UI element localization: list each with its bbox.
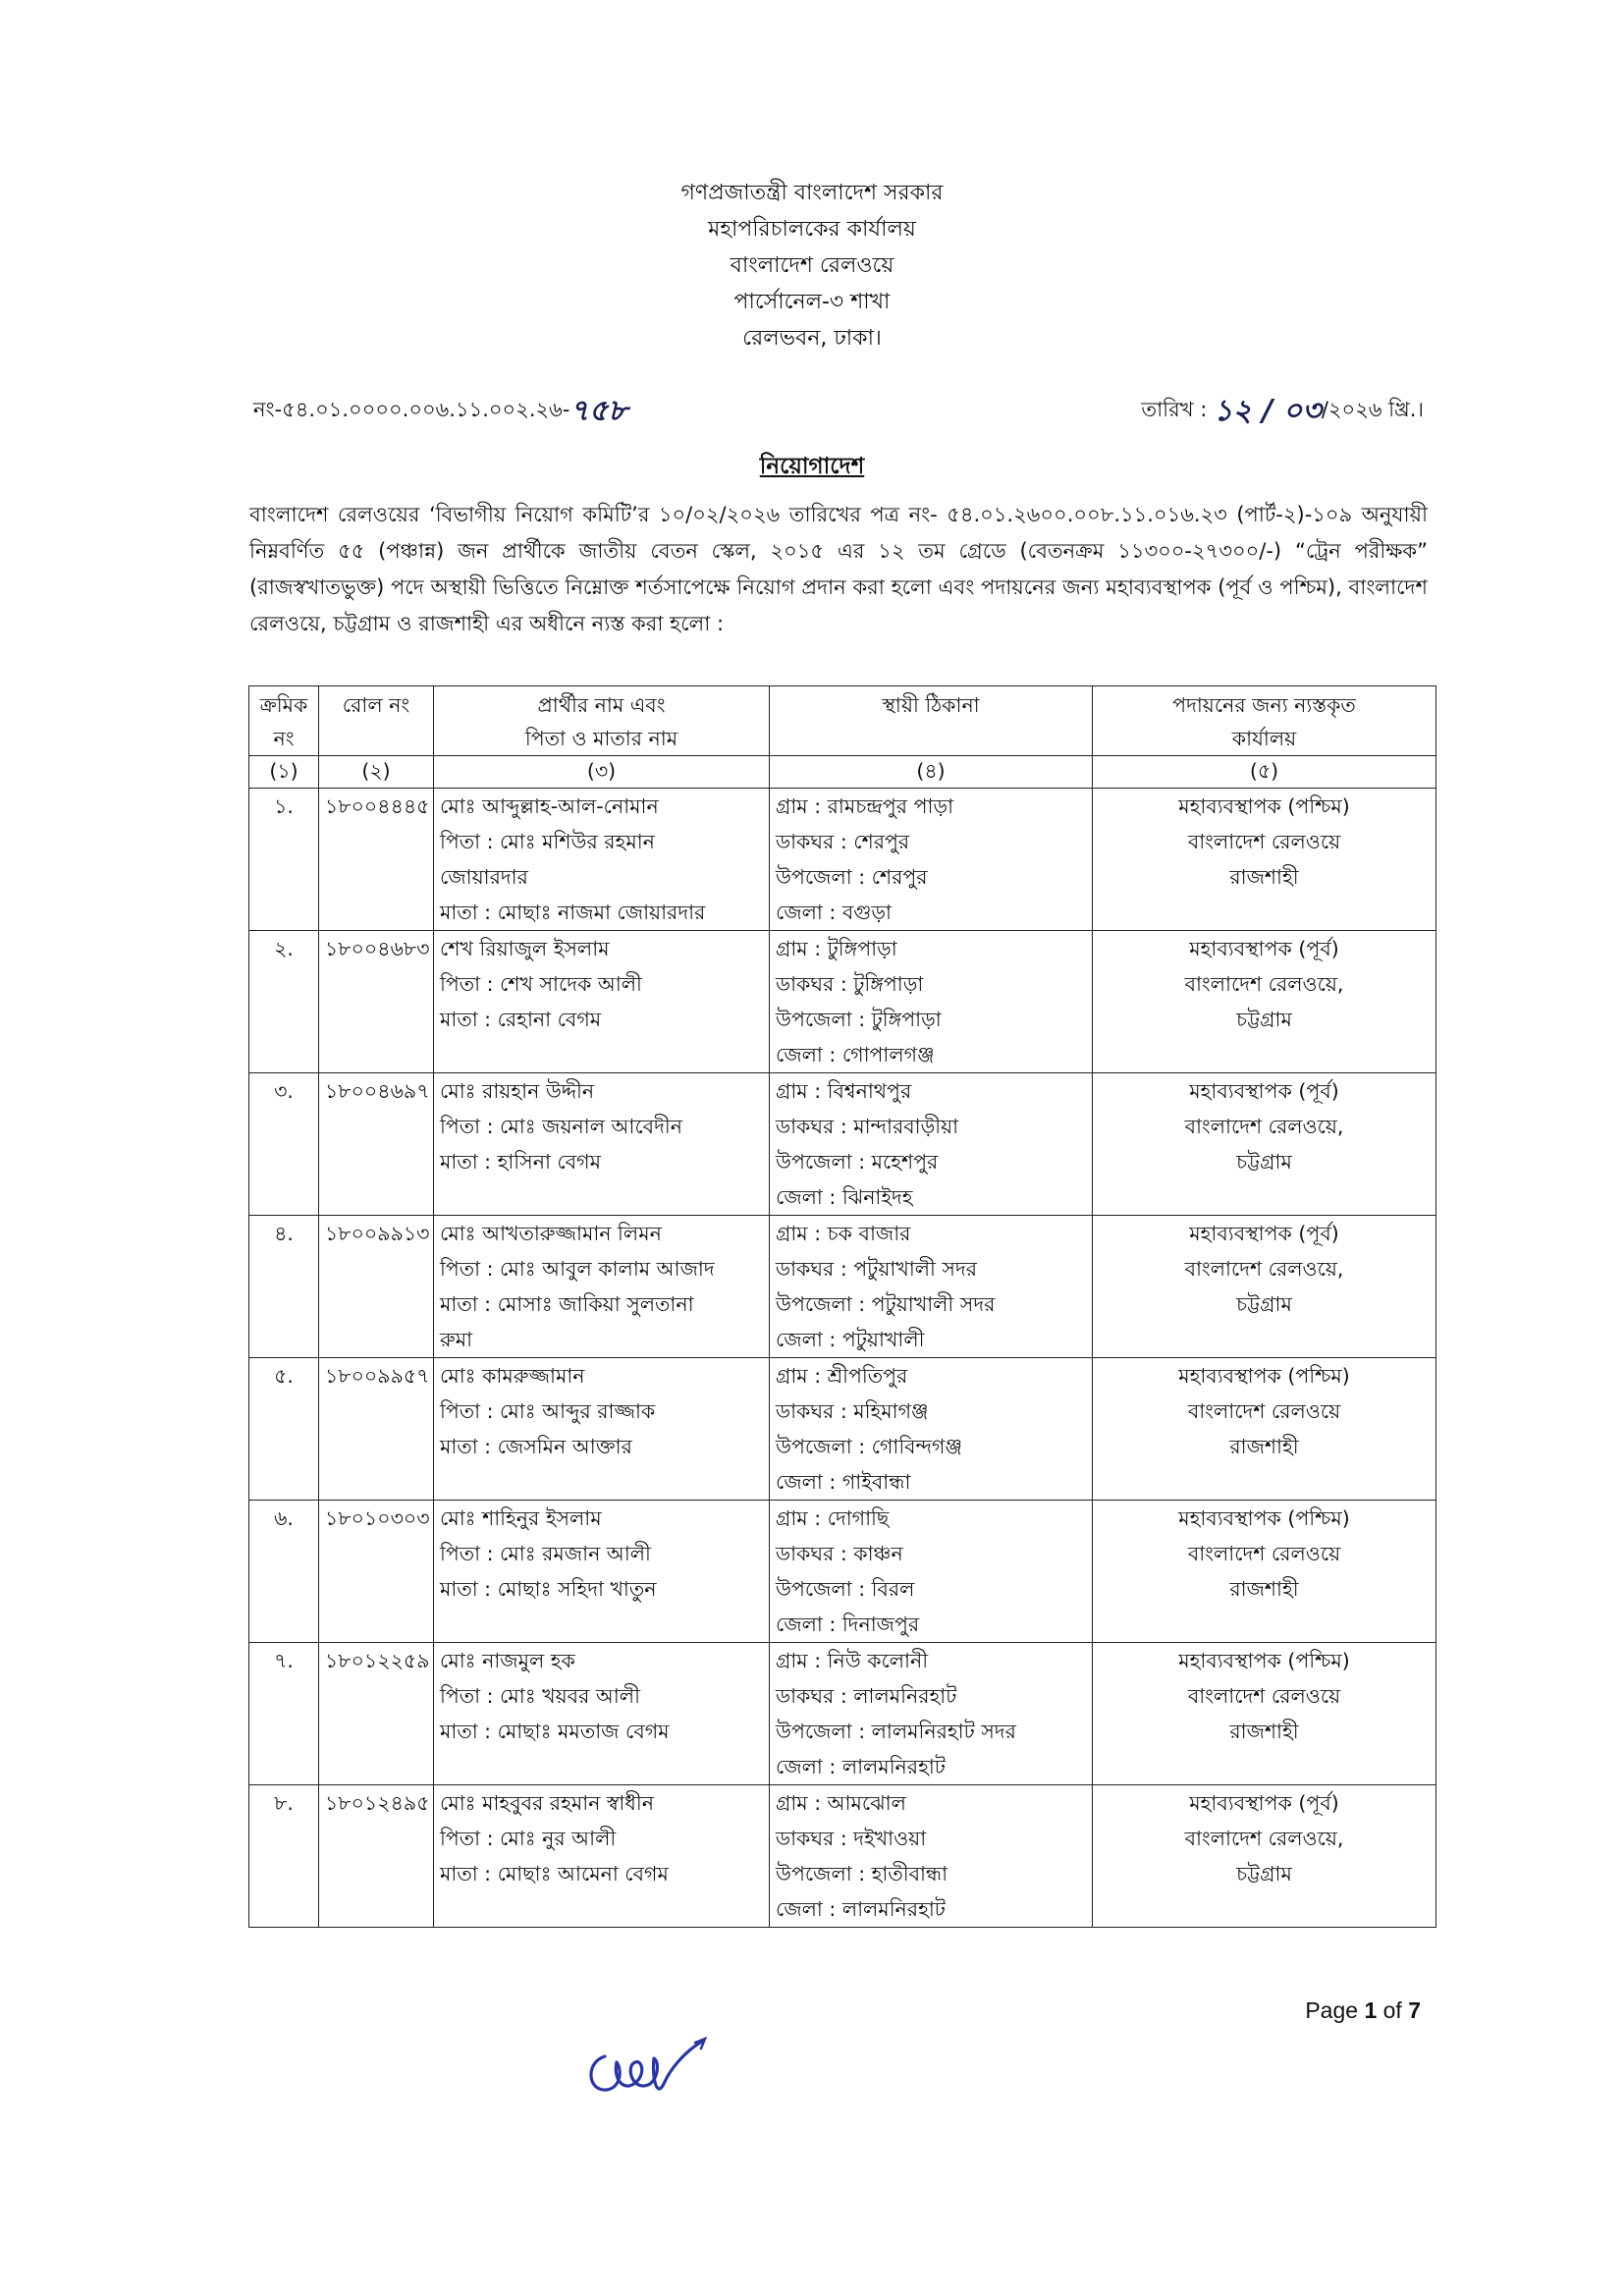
memo-date	[1141, 387, 1424, 437]
header-serial-line-2: নং	[273, 727, 295, 750]
cell-roll	[319, 1785, 434, 1928]
address-line: গ্রাম : চক বাজার	[776, 1222, 911, 1245]
serial-number: ৮.	[274, 1791, 294, 1815]
address-line: গ্রাম : নিউ কলোনী	[776, 1649, 929, 1672]
page-total: 7	[1408, 1997, 1421, 2023]
date-handwritten: ১২ / ০৩	[1213, 394, 1322, 428]
cell-roll	[319, 1073, 434, 1216]
column-number: (৩)	[434, 756, 770, 789]
header-line-office: মহাপরিচালকের কার্যালয়	[708, 217, 916, 242]
memo-number-handwritten: ৭৫৮	[569, 394, 627, 428]
name-line: মোঃ রায়হান উদ্দীন	[440, 1079, 595, 1103]
address-line: গ্রাম : আমঝোল	[776, 1791, 906, 1815]
page-current: 1	[1364, 1997, 1378, 2023]
header-roll	[319, 686, 434, 756]
name-line: পিতা : মোঃ রমজান আলী	[440, 1542, 651, 1565]
cell-serial	[249, 1501, 319, 1643]
office-line: মহাব্যবস্থাপক (পশ্চিম)	[1178, 1364, 1350, 1388]
cell-roll	[319, 1358, 434, 1501]
name-line: মাতা : মোছাঃ মমতাজ বেগম	[440, 1720, 670, 1743]
office-line: বাংলাদেশ রেলওয়ে	[1187, 1684, 1341, 1708]
cell-office	[1093, 1216, 1436, 1358]
cell-serial	[249, 789, 319, 931]
address-line: জেলা : পটুয়াখালী	[776, 1328, 925, 1351]
cell-address	[770, 1643, 1093, 1785]
serial-number: ২.	[274, 937, 294, 960]
address-line: ডাকঘর : পটুয়াখালী সদর	[776, 1257, 978, 1281]
office-line: চট্টগ্রাম	[1236, 1292, 1292, 1316]
roll-number: ১৮০১২২৫৯	[325, 1649, 430, 1672]
table-row	[249, 931, 1436, 1073]
name-line: পিতা : মোঃ আবুল কালাম আজাদ	[440, 1257, 715, 1281]
cell-serial	[249, 931, 319, 1073]
address-line: গ্রাম : রামচন্দ্রপুর পাড়া	[776, 794, 954, 818]
header-address	[770, 686, 1093, 756]
office-line: মহাব্যবস্থাপক (পূর্ব)	[1189, 1079, 1339, 1103]
name-line: মাতা : জেসমিন আক্তার	[440, 1435, 632, 1458]
office-header	[0, 175, 1624, 356]
roll-number: ১৮০০৪৬৯৭	[325, 1079, 430, 1103]
table-row	[249, 1501, 1436, 1643]
address-line: জেলা : দিনাজপুর	[776, 1613, 920, 1636]
intro-paragraph: বাংলাদেশ রেলওয়ের ‘বিভাগীয় নিয়োগ কমিটি’র ১০/০২/২০২৬ তারিখের পত্র নং- ৫৪.০১.২৬০০.০০৮.১১.০১৬.২৩ (পার্ট-২)-১০৯ অনুযায়ী নিম্নবর্ণিত ৫৫ (পঞ্চান্ন) জন প্রার্থীকে জাতীয় বেতন স্কেল, ২০১৫ এর ১২ তম গ্রেডে (বেতনক্রম ১১৩০০-২৭৩০০/-) “ট্রেন পরীক্ষক” (রাজস্বখাতভুক্ত) পদে অস্থায়ী ভিত্তিতে নিম্নোক্ত শর্তসাপেক্ষে নিয়োগ প্রদান করা হলো এবং পদায়নের জন্য মহাব্যবস্থাপক (পূর্ব ও পশ্চিম), বাংলাদেশ রেলওয়ে, চট্টগ্রাম ও রাজশাহী এর অধীনে ন্যস্ত করা হলো :	[249, 503, 1428, 635]
office-line: বাংলাদেশ রেলওয়ে,	[1184, 972, 1344, 996]
cell-office	[1093, 1785, 1436, 1928]
name-line: মাতা : মোছাঃ নাজমা জোয়ারদার	[440, 901, 706, 924]
cell-serial	[249, 1358, 319, 1501]
office-line: রাজশাহী	[1229, 1435, 1299, 1458]
cell-name	[434, 789, 770, 931]
address-line: গ্রাম : দোগাছি	[776, 1506, 890, 1530]
page-word: Page	[1305, 1997, 1359, 2023]
cell-name	[434, 1358, 770, 1501]
reference-line	[253, 383, 1424, 428]
address-line: উপজেলা : লালমনিরহাট সদর	[776, 1720, 1016, 1743]
name-line: মোঃ আব্দুল্লাহ-আল-নোমান	[440, 794, 659, 818]
serial-number: ৭.	[274, 1649, 294, 1672]
cell-address	[770, 1216, 1093, 1358]
header-line-branch: পার্সোনেল-৩ শাখা	[733, 290, 891, 314]
cell-roll	[319, 931, 434, 1073]
column-number: (২)	[319, 756, 434, 789]
header-serial	[249, 686, 319, 756]
cell-address	[770, 1358, 1093, 1501]
address-line: জেলা : গোপালগঞ্জ	[776, 1043, 935, 1066]
cell-name	[434, 931, 770, 1073]
header-office	[1093, 686, 1436, 756]
cell-office	[1093, 1073, 1436, 1216]
header-office-line-2: কার্যালয়	[1231, 727, 1297, 750]
office-line: রাজশাহী	[1229, 1577, 1299, 1601]
appointment-table	[248, 685, 1436, 1928]
name-line: মোঃ কামরুজ্জামান	[440, 1364, 585, 1388]
roll-number: ১৮০০৯৯৫৭	[325, 1364, 430, 1388]
cell-office	[1093, 1643, 1436, 1785]
roll-number: ১৮০১২৪৯৫	[325, 1791, 430, 1815]
address-line: ডাকঘর : শেরপুর	[776, 830, 910, 853]
signature-icon	[577, 2023, 715, 2111]
name-line: পিতা : মোঃ খয়বর আলী	[440, 1684, 640, 1708]
roll-number: ১৮০০৯৯১৩	[325, 1222, 430, 1245]
address-line: ডাকঘর : টুঙ্গিপাড়া	[776, 972, 924, 996]
header-name-line-1: প্রার্থীর নাম এবং	[537, 693, 666, 717]
cell-serial	[249, 1216, 319, 1358]
name-line: পিতা : মোঃ মশিউর রহমান	[440, 830, 655, 853]
office-line: রাজশাহী	[1229, 1720, 1299, 1743]
serial-number: ৬.	[274, 1506, 294, 1530]
table-body	[249, 789, 1436, 1928]
cell-office	[1093, 1501, 1436, 1643]
name-line: মাতা : মোছাঃ সহিদা খাতুন	[440, 1577, 657, 1601]
cell-address	[770, 1785, 1093, 1928]
cell-address	[770, 931, 1093, 1073]
serial-number: ৫.	[274, 1364, 294, 1388]
address-line: উপজেলা : বিরল	[776, 1577, 915, 1601]
document-title: নিয়োগাদেশ	[759, 454, 865, 479]
header-line-government: গণপ্রজাতন্ত্রী বাংলাদেশ সরকার	[680, 181, 944, 205]
cell-name	[434, 1073, 770, 1216]
date-label: তারিখ :	[1141, 398, 1208, 421]
cell-office	[1093, 789, 1436, 931]
name-line: পিতা : মোঃ নুর আলী	[440, 1827, 617, 1850]
of-word: of	[1382, 1997, 1402, 2023]
header-name-line-2: পিতা ও মাতার নাম	[524, 727, 678, 750]
memo-number-prefix: নং-৫৪.০১.০০০০.০০৬.১১.০০২.২৬-	[253, 398, 570, 421]
table-row	[249, 789, 1436, 931]
page-indicator	[1305, 1997, 1421, 2024]
table-row	[249, 1073, 1436, 1216]
name-line: পিতা : শেখ সাদেক আলী	[440, 972, 642, 996]
table-header-row	[249, 686, 1436, 756]
address-line: উপজেলা : মহেশপুর	[776, 1150, 939, 1174]
cell-roll	[319, 1501, 434, 1643]
cell-name	[434, 1643, 770, 1785]
cell-name	[434, 1216, 770, 1358]
cell-address	[770, 1501, 1093, 1643]
table-row	[249, 1785, 1436, 1928]
cell-office	[1093, 1358, 1436, 1501]
address-line: ডাকঘর : লালমনিরহাট	[776, 1684, 957, 1708]
serial-number: ৪.	[274, 1222, 294, 1245]
header-office-line-1: পদায়নের জন্য ন্যস্তকৃত	[1172, 693, 1356, 717]
address-line: উপজেলা : শেরপুর	[776, 865, 928, 889]
office-line: রাজশাহী	[1229, 865, 1299, 889]
address-line: উপজেলা : হাতীবান্ধা	[776, 1862, 948, 1886]
address-line: উপজেলা : গোবিন্দগঞ্জ	[776, 1435, 962, 1458]
column-number-row	[249, 756, 1436, 789]
address-line: গ্রাম : বিশ্বনাথপুর	[776, 1079, 912, 1103]
name-line: পিতা : মোঃ আব্দুর রাজ্জাক	[440, 1399, 656, 1423]
office-line: মহাব্যবস্থাপক (পূর্ব)	[1189, 937, 1339, 960]
office-line: মহাব্যবস্থাপক (পশ্চিম)	[1178, 794, 1350, 818]
office-line: চট্টগ্রাম	[1236, 1862, 1292, 1886]
header-line-address: রেলভবন, ঢাকা।	[742, 326, 882, 351]
address-line: গ্রাম : শ্রীপতিপুর	[776, 1364, 908, 1388]
cell-address	[770, 789, 1093, 931]
cell-address	[770, 1073, 1093, 1216]
address-line: ডাকঘর : মহিমাগঞ্জ	[776, 1399, 929, 1423]
name-line: মাতা : মোসাঃ জাকিয়া সুলতানা	[440, 1292, 694, 1316]
cell-roll	[319, 1643, 434, 1785]
roll-number: ১৮০১০৩০৩	[325, 1506, 430, 1530]
cell-serial	[249, 1643, 319, 1785]
address-line: উপজেলা : পটুয়াখালী সদর	[776, 1292, 996, 1316]
address-line: উপজেলা : টুঙ্গিপাড়া	[776, 1008, 942, 1031]
header-serial-line-1: ক্রমিক	[259, 693, 308, 717]
column-number: (৫)	[1093, 756, 1436, 789]
name-line: মোঃ মাহবুবর রহমান স্বাধীন	[440, 1791, 654, 1815]
office-line: বাংলাদেশ রেলওয়ে	[1187, 1542, 1341, 1565]
cell-roll	[319, 789, 434, 931]
column-number: (১)	[249, 756, 319, 789]
header-roll-line-1: রোল নং	[342, 693, 410, 717]
office-line: চট্টগ্রাম	[1236, 1150, 1292, 1174]
name-line: মোঃ নাজমুল হক	[440, 1649, 575, 1672]
office-line: বাংলাদেশ রেলওয়ে	[1187, 1399, 1341, 1423]
header-address-line-1: স্থায়ী ঠিকানা	[882, 693, 980, 717]
roll-number: ১৮০০৪৪৪৫	[325, 794, 430, 818]
table-row	[249, 1216, 1436, 1358]
name-line: শেখ রিয়াজুল ইসলাম	[440, 937, 610, 960]
name-line: মোঃ শাহিনুর ইসলাম	[440, 1506, 602, 1530]
office-line: বাংলাদেশ রেলওয়ে,	[1184, 1827, 1344, 1850]
address-line: জেলা : ঝিনাইদহ	[776, 1185, 913, 1209]
office-line: চট্টগ্রাম	[1236, 1008, 1292, 1031]
serial-number: ৩.	[274, 1079, 294, 1103]
address-line: জেলা : বগুড়া	[776, 901, 892, 924]
cell-roll	[319, 1216, 434, 1358]
office-line: মহাব্যবস্থাপক (পশ্চিম)	[1178, 1649, 1350, 1672]
name-line: পিতা : মোঃ জয়নাল আবেদীন	[440, 1115, 682, 1138]
cell-name	[434, 1785, 770, 1928]
serial-number: ১.	[274, 794, 294, 818]
name-line: মাতা : রেহানা বেগম	[440, 1008, 602, 1031]
table-row	[249, 1643, 1436, 1785]
office-line: বাংলাদেশ রেলওয়ে,	[1184, 1257, 1344, 1281]
address-line: জেলা : লালমনিরহাট	[776, 1755, 946, 1778]
office-line: মহাব্যবস্থাপক (পশ্চিম)	[1178, 1506, 1350, 1530]
address-line: জেলা : লালমনিরহাট	[776, 1897, 946, 1921]
table-row	[249, 1358, 1436, 1501]
address-line: গ্রাম : টুঙ্গিপাড়া	[776, 937, 897, 960]
cell-office	[1093, 931, 1436, 1073]
name-line: মাতা : হাসিনা বেগম	[440, 1150, 601, 1174]
name-line: মাতা : মোছাঃ আমেনা বেগম	[440, 1862, 669, 1886]
cell-serial	[249, 1785, 319, 1928]
header-name	[434, 686, 770, 756]
office-line: বাংলাদেশ রেলওয়ে,	[1184, 1115, 1344, 1138]
header-line-organization: বাংলাদেশ রেলওয়ে	[730, 253, 894, 278]
cell-serial	[249, 1073, 319, 1216]
address-line: ডাকঘর : মান্দারবাড়ীয়া	[776, 1115, 959, 1138]
date-year: /২০২৬ খ্রি.।	[1321, 398, 1424, 421]
office-line: মহাব্যবস্থাপক (পূর্ব)	[1189, 1791, 1339, 1815]
name-line: মোঃ আখতারুজ্জামান লিমন	[440, 1222, 662, 1245]
office-line: মহাব্যবস্থাপক (পূর্ব)	[1189, 1222, 1339, 1245]
name-line: জোয়ারদার	[440, 865, 528, 889]
cell-name	[434, 1501, 770, 1643]
memo-number	[253, 387, 627, 437]
name-line: রুমা	[440, 1328, 473, 1351]
roll-number: ১৮০০৪৬৮৩	[325, 937, 430, 960]
address-line: ডাকঘর : কাঞ্চন	[776, 1542, 903, 1565]
address-line: জেলা : গাইবান্ধা	[776, 1470, 911, 1494]
column-number: (৪)	[770, 756, 1093, 789]
address-line: ডাকঘর : দইখাওয়া	[776, 1827, 927, 1850]
office-line: বাংলাদেশ রেলওয়ে	[1187, 830, 1341, 853]
